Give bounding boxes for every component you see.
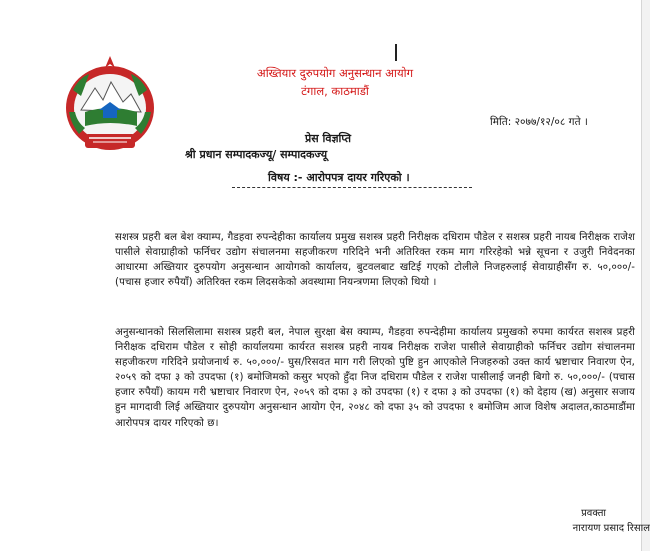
- text-cursor: [395, 44, 397, 61]
- organization-header: [240, 64, 430, 100]
- subject-divider: [232, 187, 472, 188]
- spokesperson-name: नारायण प्रसाद रिसाल: [572, 523, 650, 534]
- organization-name: अख्तियार दुरुपयोग अनुसन्धान आयोग: [256, 66, 414, 80]
- window-top-edge: [0, 0, 650, 6]
- signature-block: [520, 506, 650, 536]
- date-line: मिति: २०७७/१२/०८ गते ।: [490, 116, 588, 128]
- press-release-title: प्रेस विज्ञप्ति: [305, 132, 352, 145]
- vertical-scrollbar[interactable]: [641, 0, 650, 551]
- recipient-line: श्री प्रधान सम्पादकज्यू/ सम्पादकज्यू: [185, 148, 328, 161]
- spokesperson-role: प्रवक्ता: [581, 508, 606, 519]
- nepal-emblem-icon: [55, 50, 165, 160]
- organization-address: टंगाल, काठमाडौं: [301, 84, 369, 98]
- body-paragraph-2: अनुसन्धानको सिलसिलामा सशस्त्र प्रहरी बल, नेपाल सुरक्षा बेस क्याम्प, गैडहवा रुपन्देहीमा कार्यालय प्रमुखको रुपमा कार्यरत सशस्त्र प्रहरी निरीक्षक दधिराम पौडेल र सोही कार्यालयमा कार्यरत सशस्त्र प्रहरी नायब निरीक्षक राजेश पासीले सेवाग्राहीको फर्निचर उद्योग संचालनमा सहजीकरण गरिदिने प्रयोजनार्थ रु. ५०,०००/- घुस/रिसवत माग गरी लिएको पुष्टि हुन आएकोले निजहरुको उक्त कार्य भ्रष्टाचार निवारण ऐन, २०५९ को दफा ३ को उपदफा (१) बमोजिमको कसुर भएको हुँदा निज दधिराम पौडेल र राजेश पासीलाई जनही बिगो रु. ५०,०००/- (पचास हजार रुपैयाँ) कायम गरी भ्रष्टाचार निवारण ऐन, २०५९ को दफा ३ को उपदफा (१) र दफा ३ को उपदफा (१) को देहाय (ख) अनुसार सजाय हुन मागदावी लिई अख्तियार दुरुपयोग अनुसन्धान आयोग ऐन, २०४८ को दफा ३५ को उपदफा १ बमोजिम आज विशेष अदालत,काठमाडौंमा आरोपपत्र दायर गरिएको छ।: [115, 327, 635, 429]
- subject-line: विषय :- आरोपपत्र दायर गरिएको ।: [268, 171, 410, 184]
- body-paragraph-1: सशस्त्र प्रहरी बल बेश क्याम्प, गैडहवा रुपन्देहीका कार्यालय प्रमुख सशस्त्र प्रहरी निरीक्षक दधिराम पौडेल र सशस्त्र प्रहरी नायब निरीक्षक राजेश पासीले सेवाग्राहीको फर्निचर उद्योग संचालनमा सहजीकरण गरिदिने भनी अतिरिक्त रकम माग गरिरहेको भन्ने सूचना र उजुरी निवेदनका आधारमा अख्तियार दुरुपयोग अनुसन्धान आयोगको कार्यालय, बुटवलबाट खटिई गएको टोलीले निजहरुलाई सेवाग्राहीसँग रु. ५०,०००/- (पचास हजार रुपैयाँ) अतिरिक्त रकम लिदसकेको अवस्थामा नियन्त्रणमा लिएको थियो ।: [115, 232, 635, 289]
